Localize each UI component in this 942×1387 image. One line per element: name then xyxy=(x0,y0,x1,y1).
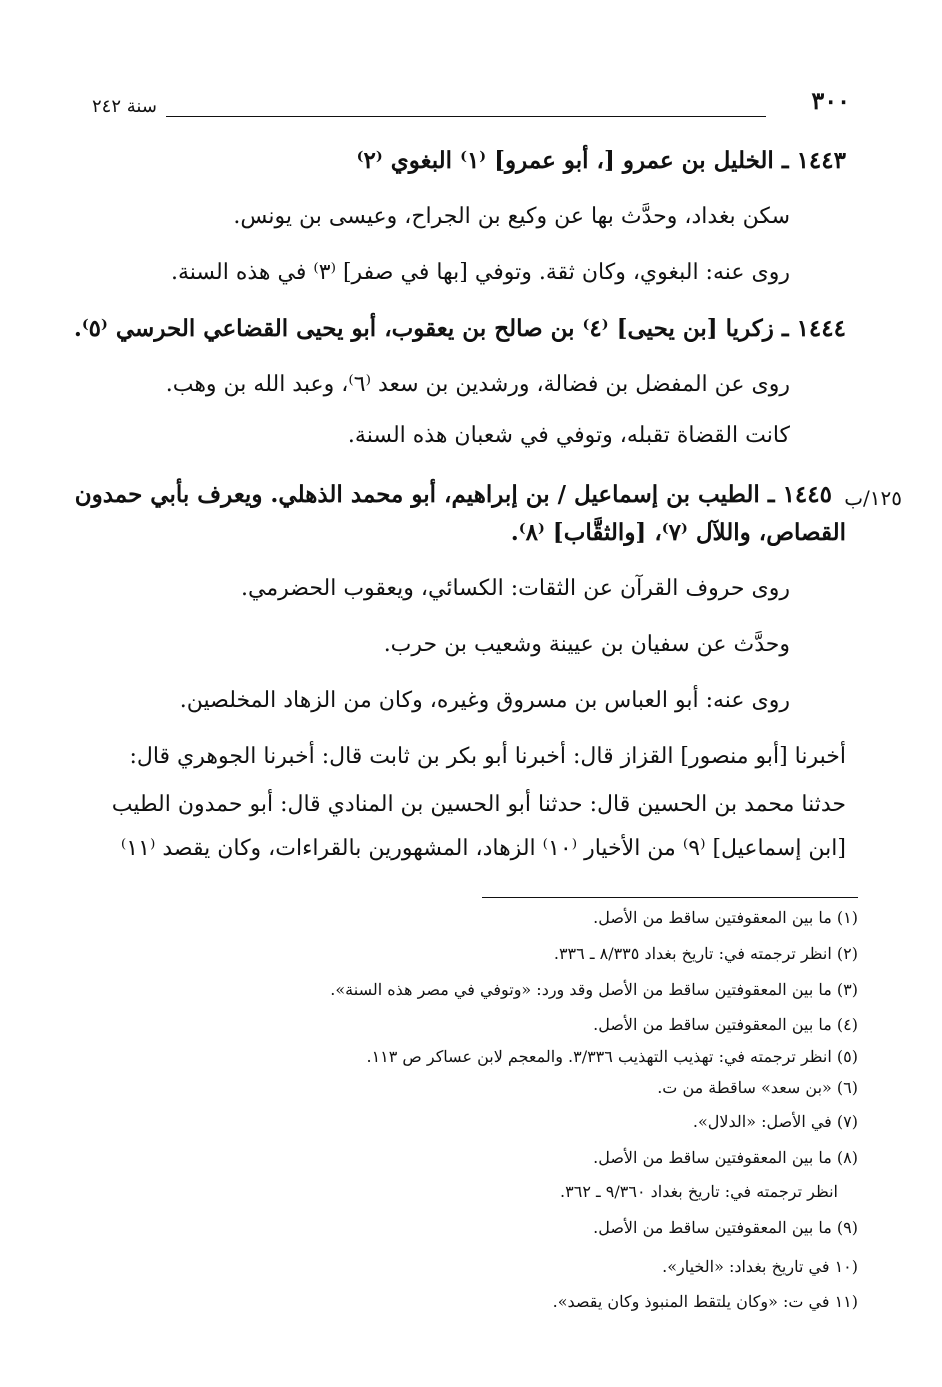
footnote-rule xyxy=(482,897,858,898)
running-header-year: سنة ٢٤٢ xyxy=(92,96,157,117)
footnote: (٨) ما بين المعقوفتين ساقط من الأصل. xyxy=(593,1148,858,1167)
body-line: [ابن إسماعيل] ⁽٩⁾ من الأخيار ⁽١٠⁾ الزهاد، المشهورين بالقراءات، وكان يقصد ⁽١١⁾ xyxy=(120,836,846,861)
footnote: (٤) ما بين المعقوفتين ساقط من الأصل. xyxy=(593,1015,858,1034)
footnote: (١١ في ت: «وكان يلتقط المنبوذ وكان يقصد». xyxy=(552,1292,858,1311)
footnote: (٢) انظر ترجمته في: تاريخ بغداد ٨/٣٣٥ ـ ٣٣٦. xyxy=(553,944,858,963)
body-line: روى حروف القرآن عن الثقات: الكسائي، ويعقوب الحضرمي. xyxy=(241,576,790,601)
footnote: (٣) ما بين المعقوفتين ساقط من الأصل وقد ورد: «وتوفي في مصر هذه السنة». xyxy=(330,980,858,999)
entry-heading-1443: ١٤٤٣ ـ الخليل بن عمرو [، أبو عمرو] ⁽١⁾ البغوي ⁽٢⁾ xyxy=(356,147,846,174)
body-line: حدثنا محمد بن الحسين قال: حدثنا أبو الحسين بن المنادي قال: أبو حمدون الطيب xyxy=(111,792,846,817)
footnote: (٧) في الأصل: «الدلال». xyxy=(692,1112,858,1131)
folio-margin-note: ١٢٥/ب xyxy=(844,486,902,510)
footnote: (٩) ما بين المعقوفتين ساقط من الأصل. xyxy=(593,1218,858,1237)
body-line: روى عنه: البغوي، وكان ثقة. وتوفي [بها في صفر] ⁽٣⁾ في هذه السنة. xyxy=(170,260,790,285)
page-number: ٣٠٠ xyxy=(811,86,850,115)
body-line: كانت القضاة تقبله، وتوفي في شعبان هذه السنة. xyxy=(347,423,790,448)
footnote: انظر ترجمته في: تاريخ بغداد ٩/٣٦٠ ـ ٣٦٢. xyxy=(560,1182,838,1201)
footnote: (١) ما بين المعقوفتين ساقط من الأصل. xyxy=(593,908,858,927)
body-line: روى عن المفضل بن فضالة، ورشدين بن سعد ⁽٦⁾، وعبد الله بن وهب. xyxy=(165,372,790,397)
footnote: (٦) «بن سعد» ساقطة من ت. xyxy=(657,1078,858,1097)
body-line: روى عنه: أبو العباس بن مسروق وغيره، وكان من الزهاد المخلصين. xyxy=(179,688,790,713)
body-line: وحدَّث عن سفيان بن عيينة وشعيب بن حرب. xyxy=(383,632,790,657)
body-line: أخبرنا [أبو منصور] القزاز قال: أخبرنا أبو بكر بن ثابت قال: أخبرنا الجوهري قال: xyxy=(129,744,846,769)
header-rule xyxy=(166,116,766,117)
entry-heading-continuation: القصاص، واللآل ⁽٧⁾، [والثقَّاب] ⁽٨⁾. xyxy=(510,519,846,546)
body-line: سكن بغداد، وحدَّث بها عن وكيع بن الجراح، وعيسى بن يونس. xyxy=(233,204,790,229)
footnote: (١٠ في تاريخ بغداد: «الخيار». xyxy=(662,1257,858,1276)
entry-heading-1444: ١٤٤٤ ـ زكريا [بن يحيى] ⁽٤⁾ بن صالح بن يعقوب، أبو يحيى القضاعي الحرسي ⁽٥⁾. xyxy=(73,315,846,342)
entry-heading-1445: ١٤٤٥ ـ الطيب بن إسماعيل / بن إبراهيم، أبو محمد الذهلي. ويعرف بأبي حمدون xyxy=(74,481,832,508)
footnote: (٥) انظر ترجمته في: تهذيب التهذيب ٣/٣٣٦. والمعجم لابن عساكر ص ١١٣. xyxy=(366,1047,858,1066)
